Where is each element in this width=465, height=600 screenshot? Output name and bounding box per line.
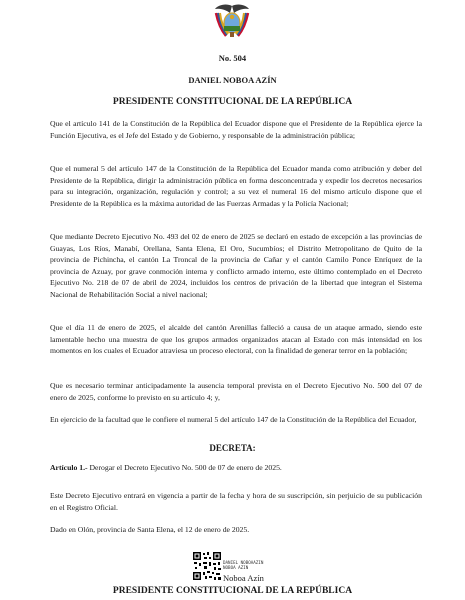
- signature-name: Noboa Azín: [223, 573, 264, 583]
- footer-title: PRESIDENTE CONSTITUCIONAL DE LA REPÚBLICA: [112, 586, 353, 596]
- paragraph-ausencia: Que es necesario terminar anticipadamente la ausencia temporal prevista en el Decreto Ejecutivo No. 500 del 07 de enero de 2025, conforme lo previsto en su artículo 4; y,: [50, 381, 422, 402]
- signature-digital-line-1: DANIEL NOBOAAZIN: [223, 560, 264, 565]
- decree-number: No. 504: [218, 53, 247, 63]
- signer-title-heading: PRESIDENTE CONSTITUCIONAL DE LA REPÚBLICA: [112, 97, 353, 107]
- signer-name-heading: DANIEL NOBOA AZÍN: [188, 75, 277, 85]
- paragraph-ejercicio: En ejercicio de la facultad que le confiere el numeral 5 del artículo 147 de la Constitución de la República del Ecuador,: [50, 415, 417, 424]
- article-1: [50, 462, 422, 474]
- article-text: Derogar el Decreto Ejecutivo No. 500 de 07 de enero de 2025.: [87, 463, 282, 472]
- article-label: Artículo 1.-: [50, 463, 88, 472]
- paragraph-decree-493: Que mediante Decreto Ejecutivo No. 493 del 02 de enero de 2025 se declaró en estado de excepción a las provincias de Guayas, Los Ríos, Manabí, Orellana, Santa Elena, El Oro, Sucumbíos; el Distrito Metropolitano de Quito de la provincia de Pichincha, el cantón La Troncal de la provincia de Cañar y el cantón Camilo Ponce Enríquez de la provincia de Azuay, por grave conmoción interna y conflicto armado interno, este último contemplado en el Decreto Ejecutivo No. 218 de 07 de abril de 2024, incluidos los centros de privación de la libertad que integran el Sistema Nacional de Rehabilitación Social a nivel nacional;: [50, 232, 422, 299]
- qr-code-icon: [192, 551, 222, 581]
- paragraph-dado-en: Dado en Olón, provincia de Santa Elena, el 12 de enero de 2025.: [50, 525, 250, 534]
- paragraph-arenillas: Que el día 11 de enero de 2025, el alcalde del cantón Arenillas falleció a causa de un ataque armado, siendo este lamentable hecho una muestra de que los grupos armados organizados atacan al Estado con más intensidad en los momentos en los cuales el Ecuador atraviesa un proceso electoral, con la finalidad de generar terror en la población;: [50, 323, 422, 356]
- signature-digital-line-2: NOBOA AZIN: [223, 565, 249, 570]
- paragraph-art-147: Que el numeral 5 del artículo 147 de la Constitución de la República del Ecuador manda como atribución y deber del Presidente de la República, dirigir la administración pública en forma desconcentrada y expedir los decretos necesarios para su integración, organización, regulación y control; a su vez el numeral 16 del mismo artículo dispone que el Presidente de la República es la máxima autoridad de las Fuerzas Armadas y la Policía Nacional;: [50, 164, 422, 208]
- paragraph-vigencia: Este Decreto Ejecutivo entrará en vigencia a partir de la fecha y hora de su suscripción, sin perjuicio de su publicación en el Registro Oficial.: [50, 491, 422, 512]
- paragraph-art-141: Que el artículo 141 de la Constitución de la República del Ecuador dispone que el Presidente de la República ejerce la Función Ejecutiva, es el Jefe del Estado y de Gobierno, y responsable de la administración pública;: [50, 119, 422, 140]
- decreta-heading: DECRETA:: [209, 443, 256, 453]
- ecuador-coat-of-arms-icon: [212, 3, 252, 39]
